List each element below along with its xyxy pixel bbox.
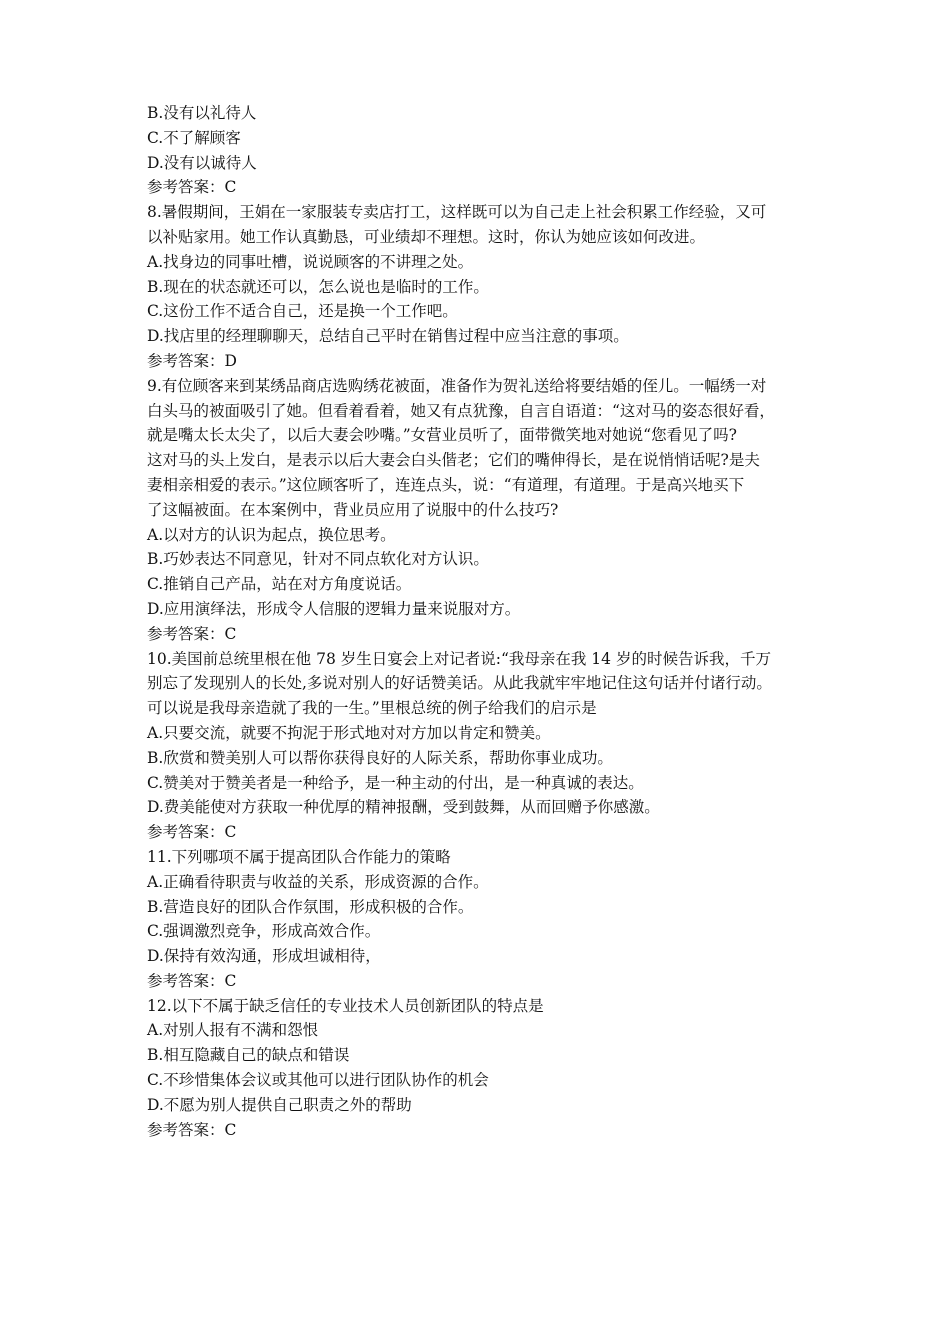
question-line: 了这幅被面。在本案例中，背业员应用了说服中的什么技巧? bbox=[147, 500, 559, 519]
option-line: C.不珍惜集体会议或其他可以进行团队协作的机会 bbox=[147, 1071, 489, 1090]
option-line: A.只要交流，就要不拘泥于形式地对对方加以肯定和赞美。 bbox=[147, 723, 551, 742]
option-line: D.保持有效沟通，形成坦诚相待， bbox=[147, 947, 381, 966]
option-line: C.不了解顾客 bbox=[147, 128, 241, 147]
answer-line: 参考答案：D bbox=[147, 351, 237, 370]
question-line: 别忘了发现别人的长处,多说对别人的好话赞美话。从此我就牢牢地记住这句话并付诸行动。 bbox=[147, 674, 772, 693]
question-line: 以补贴家用。她工作认真勤恳，可业绩却不理想。这时，你认为她应该如何改进。 bbox=[147, 227, 706, 246]
option-line: D.费美能使对方获取一种优厚的精神报酬，受到鼓舞，从而回赠予你感激。 bbox=[147, 798, 660, 817]
answer-line: 参考答案：C bbox=[147, 624, 237, 643]
option-line: D.没有以诚待人 bbox=[147, 153, 257, 172]
question-line: 白头马的被面吸引了她。但看着看着，她又有点犹豫，自言自语道：“这对马的姿态很好看， bbox=[147, 401, 775, 420]
question-line: 10.美国前总统里根在他 78 岁生日宴会上对记者说:“我母亲在我 14 岁的时候告诉我，千万 bbox=[147, 649, 771, 668]
option-line: B.欣赏和赞美别人可以帮你获得良好的人际关系，帮助你事业成功。 bbox=[147, 748, 613, 767]
question-line: 9.有位顾客来到某绣品商店选购绣花被面，准备作为贺礼送给将要结婚的侄儿。一幅绣一对 bbox=[147, 376, 767, 395]
option-line: A.正确看待职责与收益的关系，形成资源的合作。 bbox=[147, 872, 489, 891]
option-line: A.对别人报有不满和怨恨 bbox=[147, 1021, 319, 1040]
option-line: B.相互隐藏自己的缺点和错误 bbox=[147, 1046, 350, 1065]
option-line: A.以对方的认识为起点，换位思考。 bbox=[147, 525, 396, 544]
option-line: C.推销自己产品，站在对方角度说话。 bbox=[147, 575, 412, 594]
answer-line: 参考答案：C bbox=[147, 1120, 237, 1139]
option-line: B.巧妙表达不同意见，针对不同点软化对方认识。 bbox=[147, 550, 489, 569]
option-line: D.应用演绎法，形成令人信服的逻辑力量来说服对方。 bbox=[147, 599, 521, 618]
question-line: 12.以下不属于缺乏信任的专业技术人员创新团队的特点是 bbox=[147, 996, 544, 1015]
option-line: D.找店里的经理聊聊天，总结自己平时在销售过程中应当注意的事项。 bbox=[147, 327, 629, 346]
option-line: C.强调激烈竞争，形成高效合作。 bbox=[147, 922, 381, 941]
question-line: 8.暑假期间，王娟在一家服装专卖店打工，这样既可以为自己走上社会积累工作经验，又可 bbox=[147, 203, 767, 222]
option-line: B.现在的状态就还可以，怎么说也是临时的工作。 bbox=[147, 277, 489, 296]
option-line: C.赞美对于赞美者是一种给予，是一种主动的付出，是一种真诚的表达。 bbox=[147, 773, 644, 792]
option-line: A.找身边的同事吐槽，说说顾客的不讲理之处。 bbox=[147, 252, 474, 271]
question-line: 11.下列哪项不属于提高团队合作能力的策略 bbox=[147, 847, 451, 866]
question-line: 可以说是我母亲造就了我的一生。”里根总统的例子给我们的启示是 bbox=[147, 699, 597, 718]
option-line: B.营造良好的团队合作氛围，形成积极的合作。 bbox=[147, 897, 474, 916]
answer-line: 参考答案：C bbox=[147, 823, 237, 842]
option-line: C.这份工作不适合自己，还是换一个工作吧。 bbox=[147, 302, 458, 321]
answer-line: 参考答案：C bbox=[147, 971, 237, 990]
answer-line: 参考答案：C bbox=[147, 178, 237, 197]
question-line: 就是嘴太长太尖了，以后大妻会吵嘴。”女营业员听了，面带微笑地对她说“您看见了吗? bbox=[147, 426, 737, 445]
option-line: D.不愿为别人提供自己职责之外的帮助 bbox=[147, 1095, 412, 1114]
option-line: B.没有以礼待人 bbox=[147, 104, 257, 122]
question-line: 妻相亲相爱的表示。”这位顾客听了，连连点头，说：“有道理，有道理。于是高兴地买下 bbox=[147, 475, 745, 494]
document-page bbox=[147, 101, 814, 1142]
question-line: 这对马的头上发白，是表示以后大妻会白头偕老；它们的嘴伸得长，是在说悄悄话呢?是夫 bbox=[147, 451, 760, 470]
